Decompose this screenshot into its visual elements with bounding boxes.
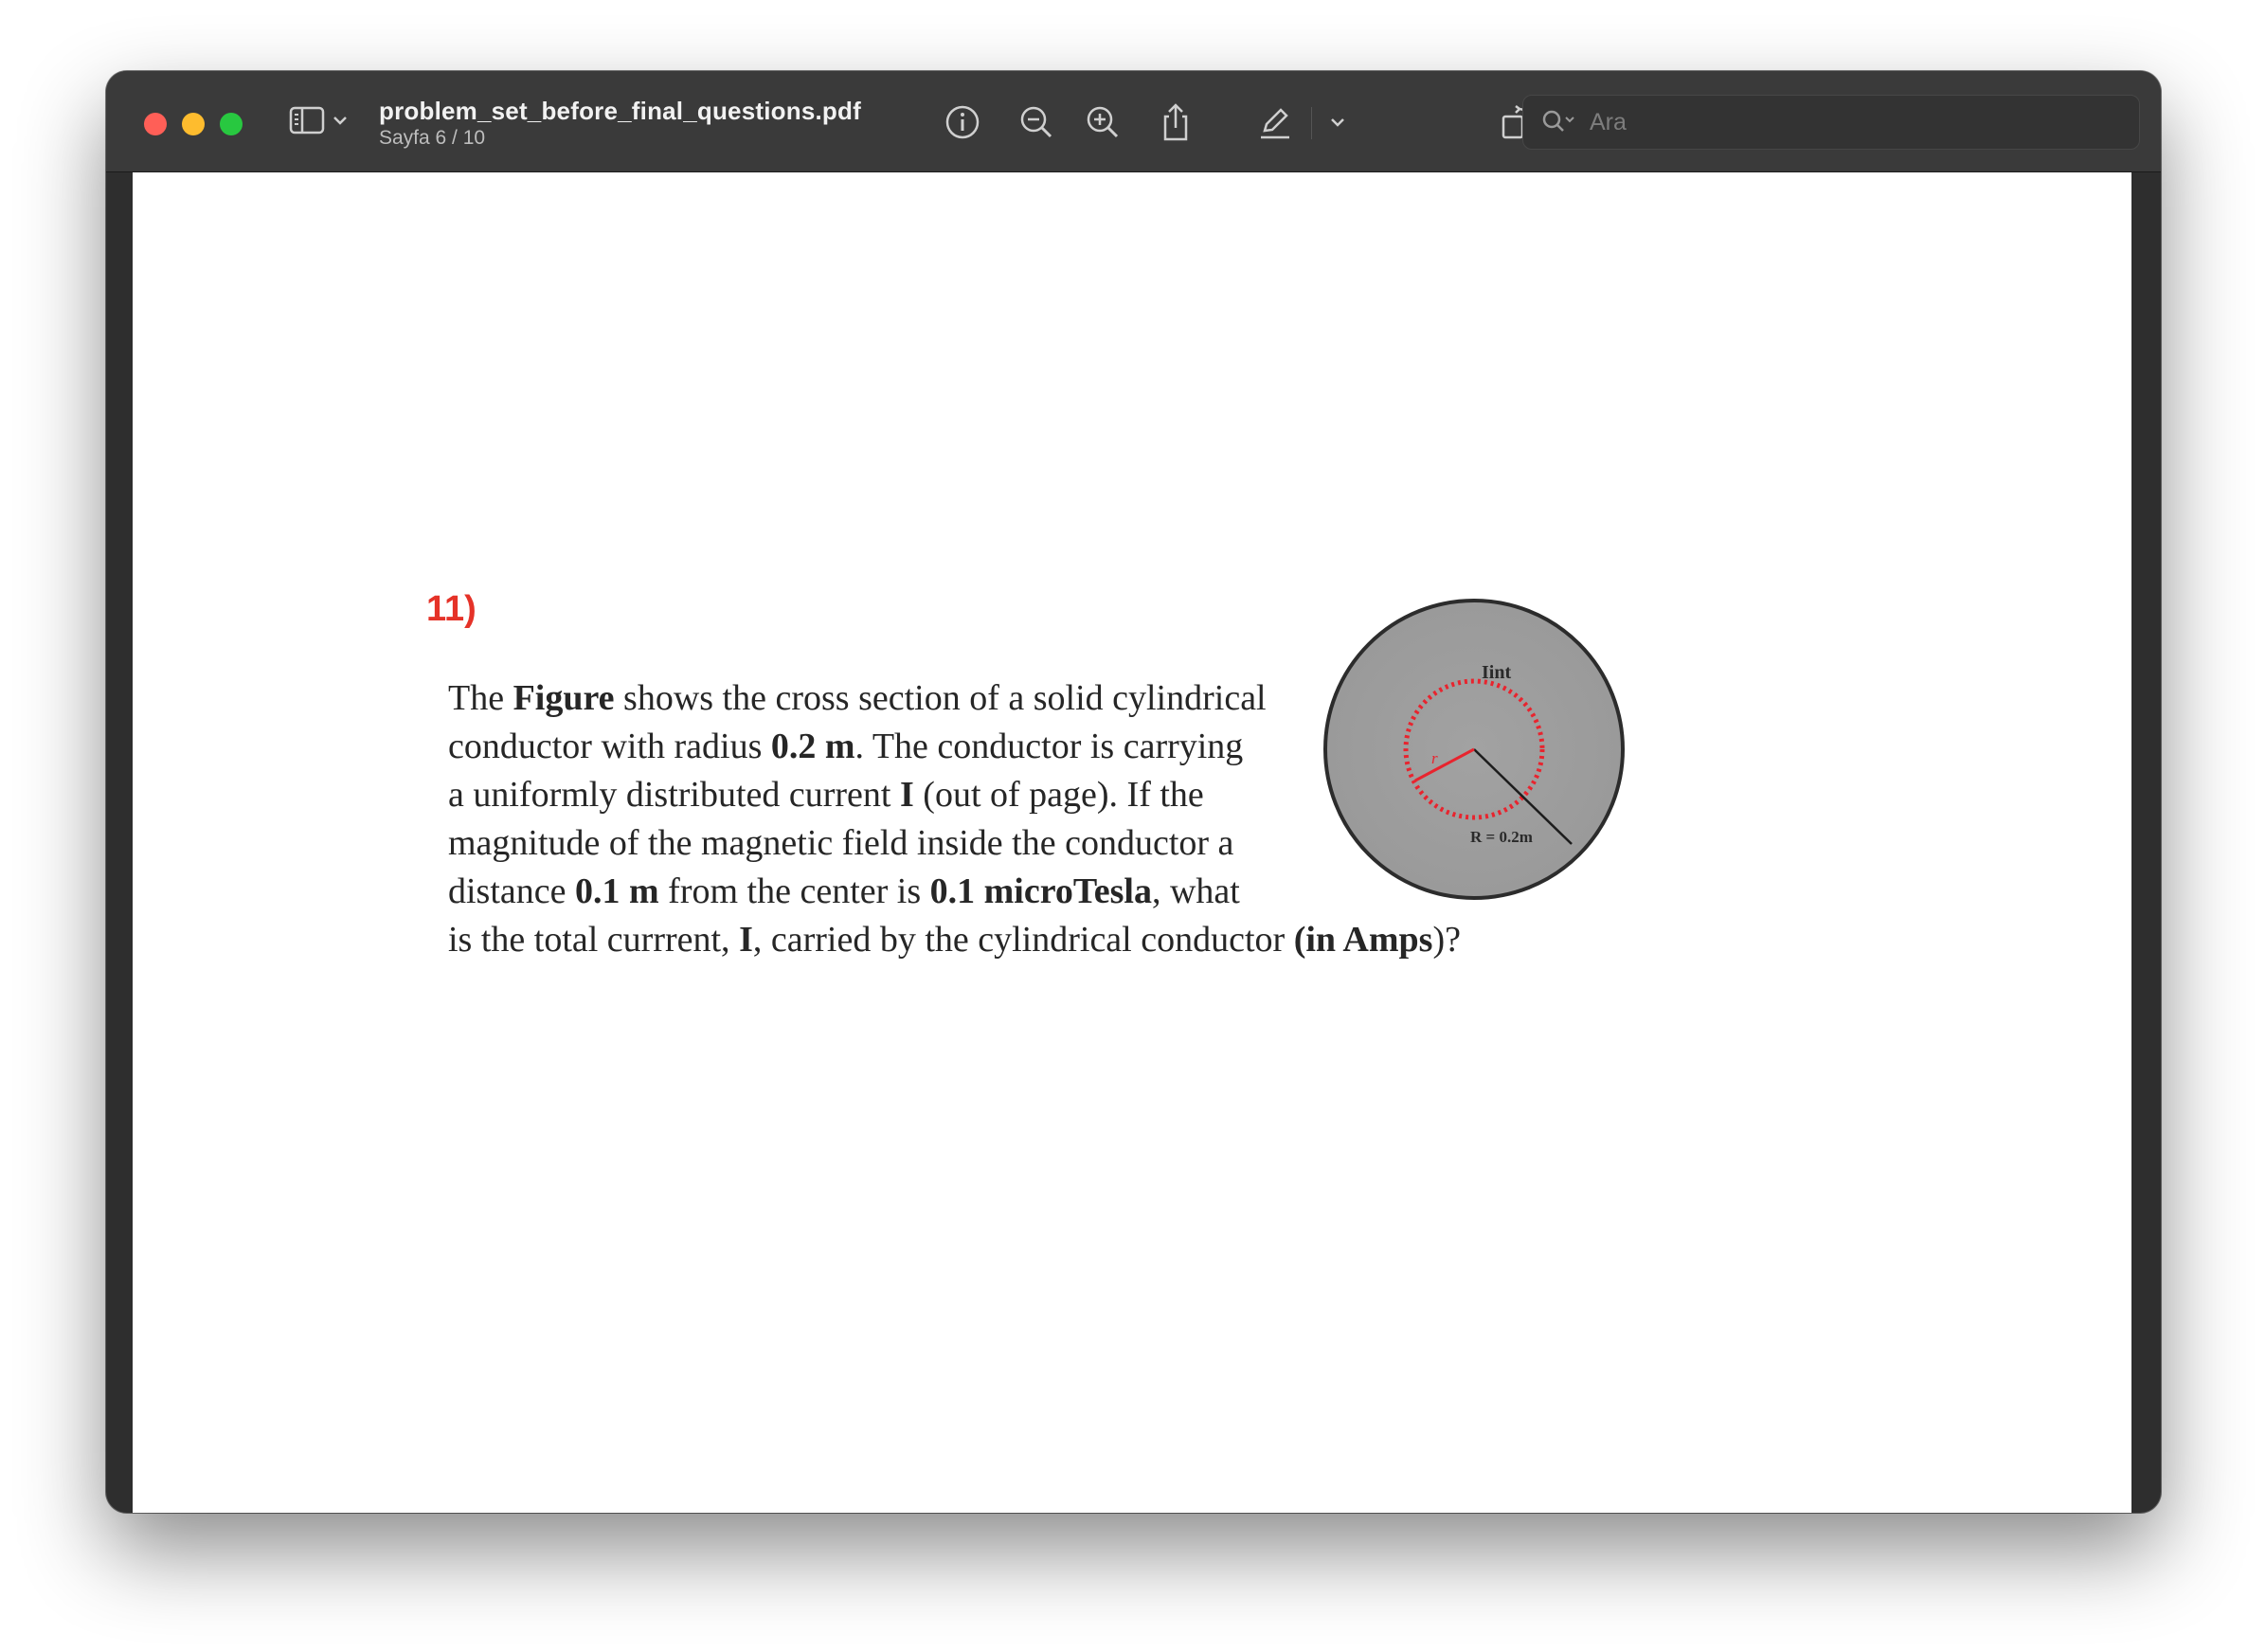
search-field[interactable] bbox=[1522, 95, 2140, 150]
minimize-button[interactable] bbox=[182, 113, 205, 135]
text-run: . The conductor is carrying bbox=[854, 727, 1244, 766]
highlight-button[interactable] bbox=[1254, 101, 1296, 143]
zoom-out-icon bbox=[1017, 103, 1055, 141]
share-icon bbox=[1157, 101, 1195, 143]
bold-term: 0.1 microTesla bbox=[929, 871, 1152, 911]
inner-radius-label: r bbox=[1431, 749, 1438, 767]
page-indicator: Sayfa 6 / 10 bbox=[379, 127, 486, 149]
text-run: distance bbox=[448, 871, 576, 911]
chevron-down-icon bbox=[1330, 117, 1345, 128]
pdf-page[interactable] bbox=[133, 172, 2131, 1513]
enclosed-current-label: Iint bbox=[1482, 662, 1512, 683]
text-run: )? bbox=[1432, 920, 1461, 960]
text-run: conductor with radius bbox=[448, 727, 771, 766]
highlight-pen-icon bbox=[1256, 103, 1294, 141]
info-icon bbox=[944, 103, 981, 141]
sidebar-toggle-button[interactable] bbox=[289, 102, 348, 142]
radius-label: R = 0.2m bbox=[1470, 828, 1533, 846]
bold-term: 0.1 m bbox=[575, 871, 659, 911]
problem-line bbox=[448, 916, 1680, 964]
text-run: magnitude of the magnetic field inside the conductor a bbox=[448, 823, 1234, 863]
text-run: is the total currrent, bbox=[448, 920, 740, 960]
bold-term: 0.2 m bbox=[770, 727, 855, 766]
text-run: a uniformly distributed current bbox=[448, 775, 900, 815]
document-title bbox=[379, 96, 861, 151]
bold-term: Figure bbox=[513, 678, 615, 718]
text-run: , what bbox=[1151, 871, 1240, 911]
info-button[interactable] bbox=[942, 101, 983, 143]
preview-window bbox=[106, 71, 2161, 1513]
text-run: shows the cross section of a solid cylindrical bbox=[614, 678, 1267, 718]
bold-term: I bbox=[900, 775, 914, 815]
zoom-out-button[interactable] bbox=[1016, 101, 1057, 143]
text-run: from the center is bbox=[658, 871, 930, 911]
bold-term: (in Amps bbox=[1293, 920, 1433, 960]
search-input[interactable] bbox=[1588, 108, 2103, 137]
zoom-in-button[interactable] bbox=[1082, 101, 1124, 143]
share-button[interactable] bbox=[1155, 101, 1196, 143]
sidebar-icon bbox=[289, 105, 327, 140]
close-button[interactable] bbox=[144, 113, 167, 135]
question-number: 11) bbox=[426, 589, 477, 629]
maximize-button[interactable] bbox=[220, 113, 243, 135]
zoom-in-icon bbox=[1084, 103, 1122, 141]
toolbar-divider bbox=[1311, 107, 1312, 139]
text-run: , carried by the cylindrical conductor bbox=[752, 920, 1294, 960]
conductor-figure bbox=[1321, 596, 1628, 904]
text-run: The bbox=[448, 678, 513, 718]
bold-term: I bbox=[739, 920, 753, 960]
chevron-down-icon bbox=[333, 114, 348, 131]
file-name: problem_set_before_final_questions.pdf bbox=[379, 97, 861, 125]
text-run: (out of page). If the bbox=[913, 775, 1204, 815]
highlight-options-button[interactable] bbox=[1322, 101, 1353, 143]
search-icon bbox=[1540, 108, 1582, 136]
title-bar bbox=[106, 71, 2161, 172]
